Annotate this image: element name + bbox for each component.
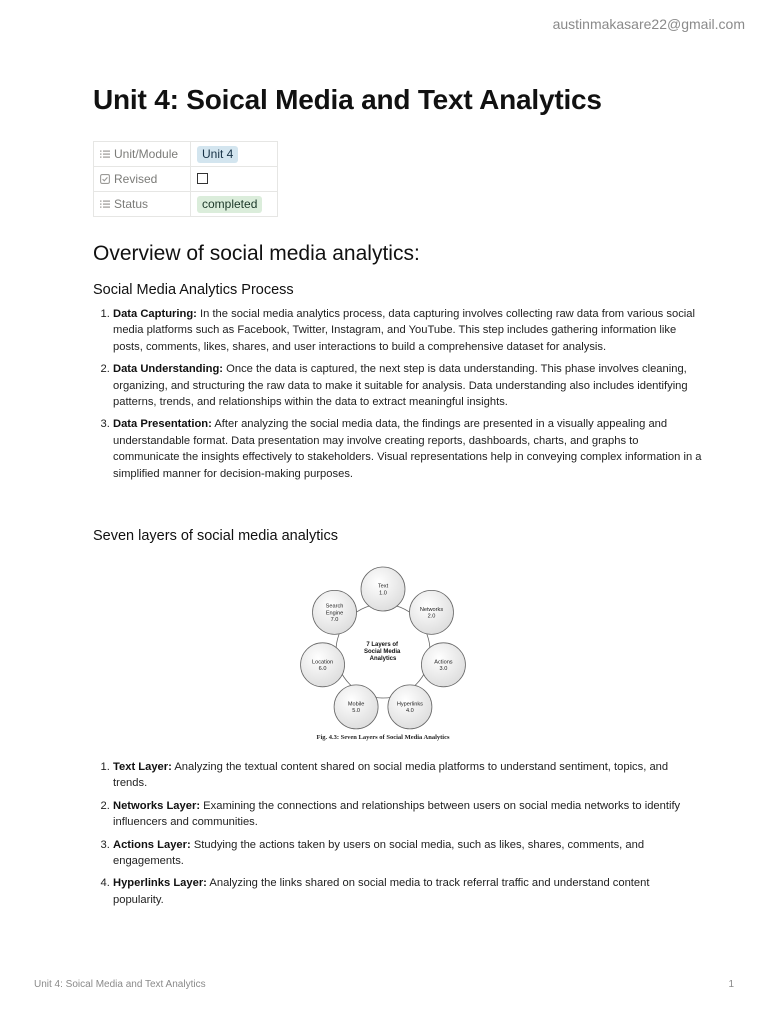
property-key-unit (94, 142, 191, 167)
layers-list (93, 759, 703, 914)
layer-node (361, 567, 405, 611)
layer-node-line: Text (377, 583, 389, 590)
list-icon (100, 199, 110, 209)
layer-node-line: 3.0 (439, 666, 448, 673)
layers-heading: Seven layers of social media analytics (93, 528, 339, 544)
layer-node (334, 685, 378, 729)
property-label: Status (114, 197, 149, 211)
item-term: Actions Layer: (113, 838, 191, 851)
center-label (364, 642, 402, 662)
list-item (113, 361, 703, 410)
center-line: 7 Layers of (366, 642, 399, 648)
process-heading: Social Media Analytics Process (93, 282, 294, 298)
layer-node-line: Engine (325, 610, 344, 617)
property-row-status (94, 192, 278, 217)
layer-node (409, 590, 453, 634)
layer-node-line: 1.0 (379, 590, 387, 597)
property-value-status[interactable] (191, 192, 278, 217)
header-email: austinmakasare22@gmail.com (552, 16, 745, 32)
property-value-unit[interactable] (191, 142, 278, 167)
list-item (113, 759, 703, 792)
item-term: Text Layer: (113, 761, 172, 773)
layer-node-line: 4.0 (406, 708, 414, 715)
page-title: Unit 4: Soical Media and Text Analytics (93, 84, 602, 115)
layer-node-line: Networks (419, 607, 444, 614)
page-number: 1 (728, 979, 734, 990)
property-value-revised[interactable] (191, 167, 278, 192)
property-row-revised (94, 167, 278, 192)
item-term: Data Presentation: (113, 418, 212, 431)
center-line: Social Media (363, 649, 401, 655)
layer-node-line: Actions (434, 659, 453, 666)
layer-node-line: Location (311, 659, 334, 666)
layer-node (388, 685, 432, 729)
list-icon (100, 149, 110, 159)
status-tag: completed (197, 196, 262, 213)
list-item (113, 416, 703, 482)
item-text: Analyzing the textual content shared on social media platforms to understand sentiment, topics, and trends. (113, 761, 669, 790)
seven-layers-diagram (292, 559, 486, 745)
item-term: Data Capturing: (113, 308, 197, 320)
revised-checkbox[interactable] (197, 173, 208, 184)
footer-title: Unit 4: Soical Media and Text Analytics (34, 979, 206, 990)
property-row-unit (94, 142, 278, 167)
list-item (113, 798, 703, 831)
item-text: Examining the connections and relationships between users on social media networks to identify influencers and communities. (113, 799, 681, 829)
layer-node-line: Search (325, 603, 344, 610)
item-term: Networks Layer: (113, 799, 201, 812)
figure-caption: Fig. 4.3: Seven Layers of Social Media Analytics (316, 734, 450, 741)
layer-node (421, 643, 465, 687)
unit-tag: Unit 4 (197, 146, 238, 163)
list-item (113, 875, 703, 908)
property-key-status (94, 192, 191, 217)
item-text: Once the data is captured, the next step is data understanding. This phase involves cleaning, organizing, and structuring the raw data to make it suitable for analysis. Data understanding also includes identifying patterns, trends, and relationships within the data to extract meaningful insights. (113, 363, 688, 409)
layer-node-line: Hyperlinks (396, 701, 423, 708)
list-item (113, 837, 703, 870)
item-text: Analyzing the links shared on social media to track referral traffic and understand content popularity. (113, 877, 650, 906)
overview-heading: Overview of social media analytics: (93, 242, 420, 265)
layer-node (313, 590, 357, 634)
layer-node-line: 7.0 (330, 616, 339, 623)
process-list (93, 306, 703, 488)
item-text: Studying the actions taken by users on social media, such as likes, shares, comments, and engagements. (113, 838, 645, 868)
layer-node-line: 5.0 (352, 708, 360, 715)
item-term: Data Understanding: (113, 363, 224, 376)
property-key-revised (94, 167, 191, 192)
layer-node-line: 2.0 (427, 613, 436, 620)
property-label: Unit/Module (114, 147, 179, 161)
center-line: Analytics (369, 656, 397, 662)
item-term: Hyperlinks Layer: (113, 877, 207, 890)
checkbox-icon (100, 174, 110, 184)
layer-node-line: 6.0 (318, 666, 327, 673)
list-item (113, 306, 703, 355)
property-label: Revised (114, 172, 158, 186)
layer-node-line: Mobile (347, 701, 365, 708)
item-text: In the social media analytics process, data capturing involves collecting raw data from various social media platforms such as Facebook, Twitter, Instagram, and YouTube. This step includes gathering information like posts, comments, likes, shares, and user interactions to build a comprehensive dataset for analysis. (113, 308, 695, 353)
item-text: After analyzing the social media data, the findings are presented in a visually appealing and understandable format. Data presentation may involve creating reports, dashboards, charts, and graphs to communicate the insights effectively to stakeholders. Visual representations help in conveying complex information in a simplified manner for decision-making purposes. (113, 418, 702, 480)
properties-table (93, 141, 278, 217)
layer-node (301, 643, 345, 687)
